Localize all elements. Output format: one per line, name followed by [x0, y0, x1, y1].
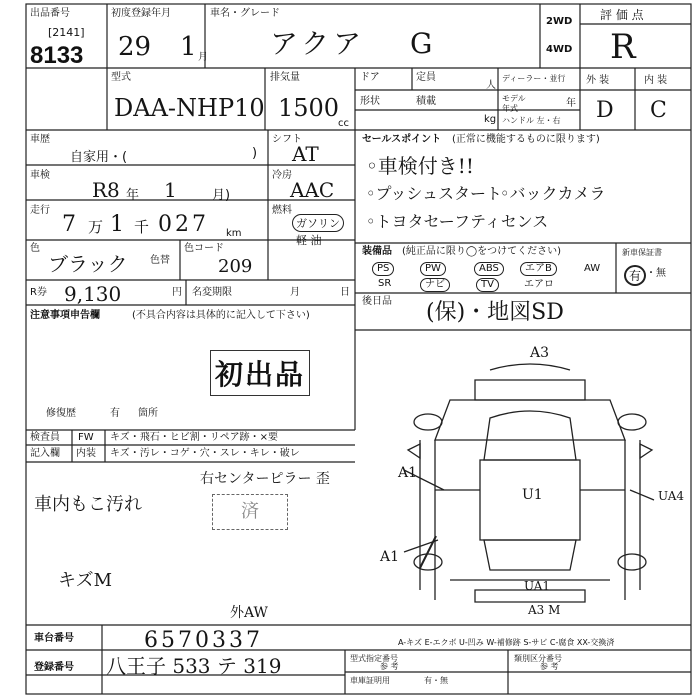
- repair-label: 修復歴: [46, 408, 76, 419]
- entry-label: 記入欄: [30, 448, 60, 459]
- sales-line-3: ◦トヨタセーフティセンス: [366, 212, 549, 231]
- sales-label: セールスポイント: [362, 134, 442, 145]
- warranty-yes: 有: [624, 265, 646, 286]
- mileage-a: 7: [62, 212, 76, 237]
- equipment-hint: (純正品に限り◯をつけてください): [402, 246, 561, 257]
- capacity-label: 定員: [416, 72, 436, 83]
- person-unit: 人: [486, 80, 496, 91]
- warranty-no: ・無: [646, 268, 666, 279]
- month-unit: 月: [198, 52, 208, 63]
- drive-4wd: 4WD: [546, 44, 573, 55]
- lot-label: 出品番号: [30, 8, 70, 19]
- checker-label: 検査員: [30, 432, 60, 443]
- ref-label-1: 参 考: [380, 662, 399, 671]
- class-label: 類別区分番号: [514, 654, 562, 663]
- ac-label: 冷房: [272, 170, 292, 181]
- equip-abs: ABS: [474, 262, 504, 276]
- mileage-label: 走行: [30, 205, 50, 216]
- drive-2wd: 2WD: [546, 16, 573, 27]
- door-label: ドア: [360, 72, 380, 83]
- damage-legend: A-キズ E-エクボ U-凹み W-補修跡 S-サビ C-腐食 XX-交換済: [398, 638, 615, 647]
- car-damage-diagram: [380, 340, 680, 620]
- sales-hint: (正常に機能するものに限ります): [452, 134, 600, 145]
- mileage-b: 1: [110, 212, 124, 237]
- inspection-month: 1: [164, 178, 177, 202]
- equip-ps: PS: [372, 262, 394, 276]
- stains-note: 車内もこ汚れ: [34, 494, 142, 515]
- name-grade-label: 車名・グレード: [210, 8, 280, 19]
- score: R: [610, 27, 636, 67]
- model-label: 型式: [111, 72, 131, 83]
- shift-label: シフト: [272, 134, 302, 145]
- displacement: 1500: [278, 94, 340, 122]
- equip-pw: PW: [420, 262, 446, 276]
- dmg-a3-top: A3: [530, 345, 550, 361]
- dmg-a1-door: A1: [380, 549, 400, 565]
- kg-unit: kg: [484, 114, 497, 125]
- chassis-label: 車台番号: [34, 633, 74, 644]
- model-year-label: モデル年式: [502, 94, 526, 113]
- history-value: 自家用・(: [70, 150, 128, 165]
- fuel-diesel: 軽 油: [296, 234, 322, 247]
- exterior-codes: キズ・飛石・ヒビ割・リペア跡・×要: [110, 432, 278, 443]
- cert-label: 車庫証明用: [350, 676, 390, 685]
- interior-codes: キズ・汚レ・コゲ・穴・スレ・キレ・破レ: [110, 448, 300, 459]
- color-change-label: 色替: [150, 255, 170, 266]
- dealer-label: ディーラー・並行: [502, 74, 566, 83]
- history-label: 車歴: [30, 134, 50, 145]
- ac-value: AAC: [290, 178, 335, 202]
- fuel-gasoline: ガソリン: [292, 214, 344, 232]
- sales-line-1: ◦車検付き!!: [366, 154, 474, 178]
- name-change-label: 名変期限: [192, 287, 232, 298]
- naisou-label: 内装: [76, 448, 96, 459]
- dmg-ua4-right: UA4: [658, 489, 685, 503]
- equip-airbag: エアB: [520, 262, 557, 276]
- aftermarket-value: (保)・地図SD: [426, 300, 564, 325]
- first-reg-year: 29: [118, 32, 152, 62]
- first-reg-month: 1: [180, 32, 197, 62]
- equip-sr: SR: [378, 278, 392, 289]
- int-grade: C: [650, 98, 667, 123]
- aftermarket-label: 後日品: [362, 296, 392, 307]
- year-unit: 年: [566, 98, 576, 109]
- inspection-label: 車検: [30, 170, 50, 181]
- mileage-sen: 千: [134, 218, 150, 236]
- dmg-a1-left: A1: [398, 465, 418, 481]
- ext-label: 外 装: [586, 75, 610, 86]
- equip-aw: AW: [584, 263, 601, 274]
- type-cert-label: 型式指定番号: [350, 654, 398, 663]
- cert-yes-no: 有・無: [424, 676, 448, 685]
- chassis-number: 6570337: [144, 628, 263, 653]
- color-value: ブラック: [48, 252, 128, 276]
- caution-label: 注意事項申告欄: [30, 310, 100, 321]
- fuel-label: 燃料: [272, 205, 292, 216]
- name-change-month: 月: [290, 287, 300, 298]
- km-unit: km: [226, 228, 242, 239]
- history-paren-close: ): [252, 146, 258, 161]
- score-label: 評 価 点: [600, 8, 644, 22]
- color-label: 色: [30, 243, 40, 254]
- name-change-day: 日: [340, 287, 350, 298]
- warranty-label: 新車保証書: [622, 248, 662, 257]
- inspection-year: R8: [92, 178, 120, 202]
- color-code: 209: [218, 256, 253, 277]
- displacement-label: 排気量: [270, 72, 300, 83]
- lot-sub: [2141]: [48, 26, 85, 39]
- caution-hint: (不具合内容は具体的に記入して下さい): [132, 310, 310, 321]
- small-stamp: 済: [212, 494, 288, 530]
- grade: G: [410, 27, 433, 60]
- recycle-label: R券: [30, 287, 47, 298]
- mileage-man: 万: [88, 218, 104, 236]
- load-label: 積載: [416, 96, 436, 107]
- fw-label: FW: [78, 432, 94, 443]
- sales-line-2a: ◦プッシュスタート: [366, 184, 502, 203]
- plate-label: 登録番号: [34, 662, 74, 673]
- equip-tv: TV: [476, 278, 499, 292]
- cc-unit: cc: [338, 118, 349, 129]
- mileage-c: 027: [158, 212, 209, 237]
- repair-value: 有: [110, 408, 120, 419]
- scratch-note: キズM: [58, 570, 113, 591]
- dmg-a3-rear: A3 M: [528, 603, 561, 617]
- ahw-note: 外AW: [230, 605, 268, 621]
- inspection-year-unit: 年: [126, 188, 140, 203]
- car-name: アクア: [270, 27, 366, 60]
- recycle-value: 9,130: [64, 282, 122, 306]
- equipment-label: 装備品: [362, 246, 392, 257]
- first-listing-stamp: 初出品: [210, 350, 310, 396]
- lot-number: 8133: [30, 42, 84, 69]
- equip-aero: エアロ: [524, 279, 554, 290]
- shift-value: AT: [292, 142, 319, 166]
- ref-label-2: 参 考: [540, 662, 559, 671]
- pillar-note: 右センターピラー 歪: [200, 471, 330, 487]
- shape-label: 形状: [360, 96, 380, 107]
- plate-number: 八王子 533 テ 319: [106, 654, 282, 678]
- repair-place: 箇所: [138, 408, 158, 419]
- int-label: 内 装: [644, 75, 668, 86]
- sales-line-2b: ◦バックカメラ: [500, 184, 606, 203]
- steering-label: ハンドル 左・右: [502, 116, 561, 125]
- model-code: DAA-NHP10: [114, 94, 265, 122]
- ext-grade: D: [596, 98, 614, 123]
- equip-navi: ナビ: [420, 278, 450, 292]
- yen-unit: 円: [172, 287, 182, 298]
- dmg-ua1-rear: UA1: [524, 579, 551, 593]
- first-reg-label: 初度登録年月: [111, 8, 171, 19]
- dmg-u1-roof: U1: [522, 487, 543, 503]
- inspection-month-unit: 月): [212, 188, 231, 203]
- color-code-label: 色コード: [184, 243, 224, 254]
